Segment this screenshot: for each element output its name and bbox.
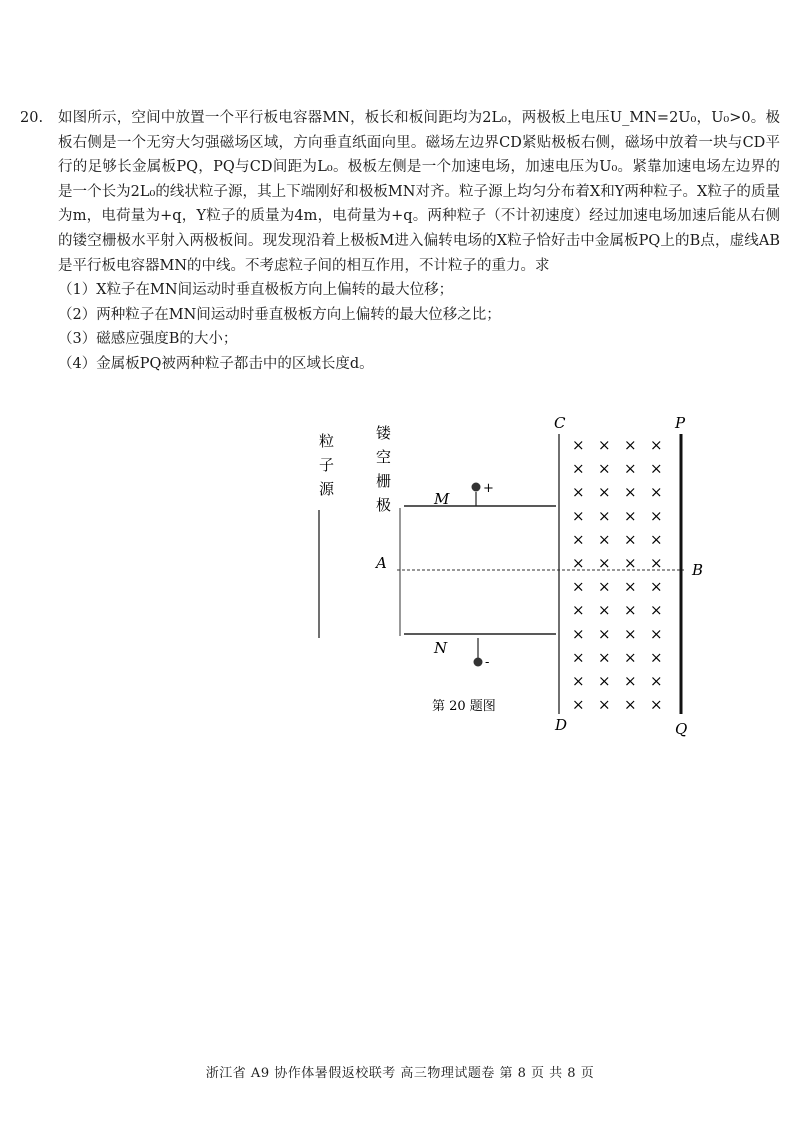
- field-cross: ×: [572, 459, 585, 478]
- field-cross: ×: [650, 483, 663, 502]
- plus-sign: +: [483, 481, 494, 496]
- field-cross: ×: [598, 577, 611, 596]
- field-cross: ×: [572, 648, 585, 667]
- label-P: P: [675, 414, 686, 432]
- source-label-char-3: 源: [319, 480, 335, 498]
- grid-label-char-3: 栅: [376, 472, 392, 490]
- figure-20: [280, 408, 740, 742]
- field-cross: ×: [572, 624, 585, 643]
- minus-sign: -: [485, 655, 490, 670]
- field-cross: ×: [624, 530, 637, 549]
- question-20: [20, 106, 780, 377]
- field-cross: ×: [650, 459, 663, 478]
- field-cross: ×: [572, 530, 585, 549]
- field-cross: ×: [650, 624, 663, 643]
- source-label-char-2: 子: [319, 456, 335, 474]
- field-cross: ×: [624, 506, 637, 525]
- sub-question-2: （2）两种粒子在MN间运动时垂直极板方向上偏转的最大位移之比；: [58, 306, 501, 323]
- field-cross: ×: [598, 601, 611, 620]
- source-label-char-1: 粒: [319, 432, 335, 450]
- field-cross: ×: [624, 648, 637, 667]
- field-cross: ×: [598, 624, 611, 643]
- field-cross: ×: [624, 483, 637, 502]
- field-cross: ×: [650, 577, 663, 596]
- grid-label-char-2: 空: [376, 448, 392, 466]
- label-A: A: [376, 554, 387, 572]
- field-cross: ×: [572, 672, 585, 690]
- field-cross: ×: [598, 672, 611, 690]
- field-cross: ×: [624, 459, 637, 478]
- field-cross: ×: [624, 695, 637, 714]
- field-cross: ×: [650, 530, 663, 549]
- field-cross: ×: [650, 436, 663, 454]
- field-cross: ×: [650, 601, 663, 620]
- field-cross: ×: [624, 601, 637, 620]
- figure-caption: 第 20 题图: [432, 699, 496, 714]
- field-cross: ×: [572, 577, 585, 596]
- sub-question-4: （4）金属板PQ被两种粒子都击中的区域长度d。: [58, 355, 374, 372]
- field-cross: ×: [650, 695, 663, 714]
- field-cross: ×: [598, 506, 611, 525]
- label-B: B: [692, 561, 704, 579]
- field-cross: ×: [598, 483, 611, 502]
- field-cross: ×: [650, 672, 663, 690]
- field-cross: ×: [624, 577, 637, 596]
- terminal-M-dot: [472, 483, 481, 492]
- grid-label-char-1: 镂: [376, 424, 392, 442]
- question-number: 20.: [20, 110, 44, 126]
- field-cross: ×: [572, 483, 585, 502]
- field-cross: ×: [624, 672, 637, 690]
- question-stem: 如图所示，空间中放置一个平行板电容器MN，板长和板间距均为2L₀，两极板上电压U_MN=2U₀，U₀>0。极板右侧是一个无穷大匀强磁场区域，方向垂直纸面向里。磁场左边界CD紧贴极板右侧，磁场中放着一块与CD平行的足够长金属板PQ，PQ与CD间距为L₀。极板左侧是一个加速电场，加速电压为U₀。紧靠加速电场左边界的是一个长为2L₀的线状粒子源，其上下端刚好和极板MN对齐。粒子源上均匀分布着X和Y两种粒子。X粒子的质量为m，电荷量为+q，Y粒子的质量为4m，电荷量为+q。两种粒子（不计初速度）经过加速电场加速后能从右侧的镂空栅极水平射入两极板间。现发现沿着上极板M进入偏转电场的X粒子恰好击中金属板PQ上的B点，虚线AB是平行板电容器MN的中线。不考虑粒子间的相互作用，不计粒子的重力。求: [58, 110, 780, 274]
- label-M: M: [434, 490, 450, 508]
- label-Q: Q: [675, 720, 688, 738]
- field-cross: ×: [624, 624, 637, 643]
- terminal-N-dot: [474, 658, 483, 667]
- field-cross: ×: [572, 506, 585, 525]
- magnetic-field: [572, 436, 663, 714]
- label-D: D: [555, 716, 568, 734]
- field-cross: ×: [572, 436, 585, 454]
- field-cross: ×: [598, 554, 611, 572]
- question-header: [20, 106, 780, 278]
- field-cross: ×: [572, 601, 585, 620]
- field-cross: ×: [624, 436, 637, 454]
- grid-label-char-4: 极: [376, 496, 392, 514]
- field-cross: ×: [598, 648, 611, 667]
- label-C: C: [554, 414, 566, 432]
- field-cross: ×: [650, 648, 663, 667]
- sub-question-3: （3）磁感应强度B的大小；: [58, 331, 238, 348]
- sub-question-1: （1）X粒子在MN间运动时垂直极板方向上偏转的最大位移；: [58, 282, 454, 299]
- field-cross: ×: [624, 554, 637, 572]
- field-cross: ×: [572, 554, 585, 572]
- label-N: N: [434, 639, 448, 657]
- field-cross: ×: [650, 554, 663, 572]
- field-cross: ×: [650, 506, 663, 525]
- field-cross: ×: [572, 695, 585, 714]
- field-cross: ×: [598, 459, 611, 478]
- physics-diagram: [280, 408, 740, 738]
- field-cross: ×: [598, 530, 611, 549]
- field-cross: ×: [598, 436, 611, 454]
- field-cross: ×: [598, 695, 611, 714]
- page-footer: 浙江省 A9 协作体暑假返校联考 高三物理试题卷 第 8 页 共 8 页: [205, 1066, 595, 1081]
